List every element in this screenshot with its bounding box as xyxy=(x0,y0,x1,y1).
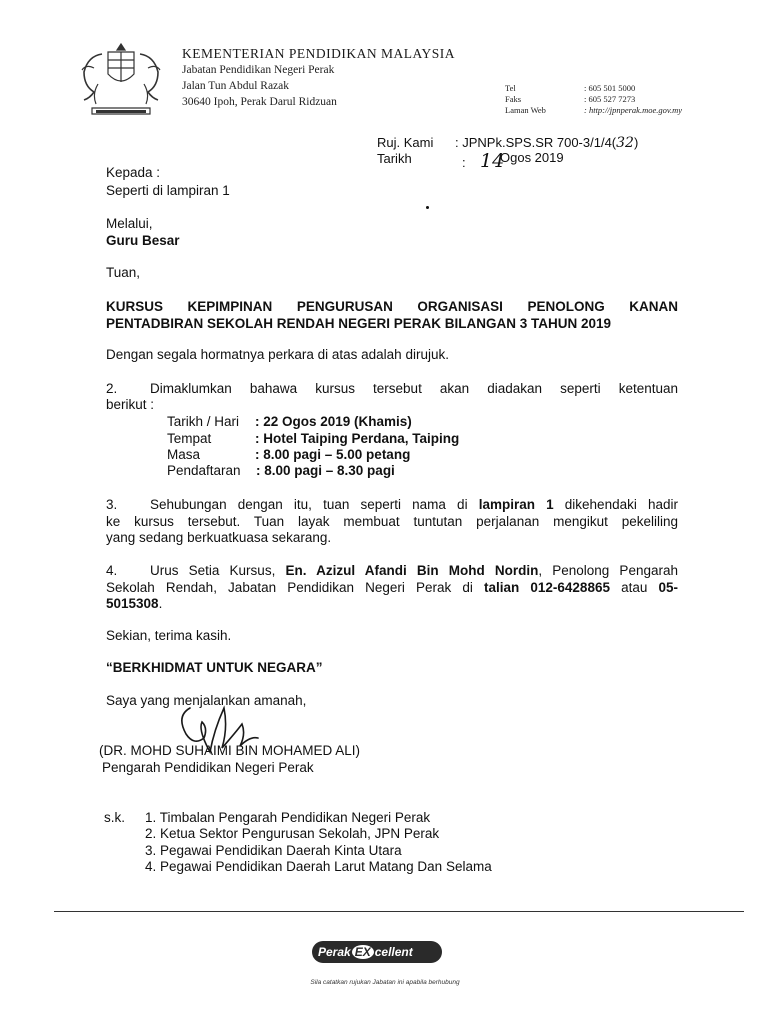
date-colon: : xyxy=(462,155,466,170)
paragraph-4-text-end: , Penolong Pengarah xyxy=(538,563,678,578)
logo-text-ex: EX xyxy=(352,945,374,959)
paragraph-3-line-3: yang sedang berkuatkuasa sekarang. xyxy=(106,530,332,545)
perak-excellent-logo xyxy=(312,941,442,963)
closing-remark: Sekian, terima kasih. xyxy=(106,628,232,643)
paragraph-2-line-1: Dimaklumkan bahawa kursus tersebut akan diadakan seperti ketentuan xyxy=(150,381,678,396)
paragraph-4-line-2 xyxy=(106,579,678,596)
detail-date-value: : 22 Ogos 2019 (Khamis) xyxy=(255,414,412,429)
paragraph-1: Dengan segala hormatnya perkara di atas adalah dirujuk. xyxy=(106,347,449,362)
website-label: Laman Web xyxy=(505,105,546,115)
paragraph-4-number: 4. xyxy=(106,563,118,578)
reference-label: Ruj. Kami xyxy=(377,135,434,150)
footer-note: Sila catatkan rujukan Jabatan ini apabila berhubung xyxy=(310,979,460,986)
website-value: : http://jpnperak.moe.gov.my xyxy=(584,105,683,115)
address-line-1: Jabatan Pendidikan Negeri Perak xyxy=(182,64,335,76)
detail-date-label: Tarikh / Hari xyxy=(167,414,240,429)
recipient-label: Kepada : xyxy=(106,165,161,180)
secretariat-name: En. Azizul Afandi Bin Mohd Nordin xyxy=(285,563,539,578)
reference-number xyxy=(455,135,638,151)
coat-of-arms-logo xyxy=(72,40,170,122)
via-name: Guru Besar xyxy=(106,233,180,248)
ministry-name: KEMENTERIAN PENDIDIKAN MALAYSIA xyxy=(182,46,455,61)
paragraph-3-line-2: ke kursus tersebut. Tuan layak membuat tuntutan perjalanan mengikut pekeliling xyxy=(106,514,678,529)
footer-divider xyxy=(54,911,744,912)
paragraph-4-line-2-text: Sekolah Rendah, Jabatan Pendidikan Negeri Perak di xyxy=(106,580,485,595)
phone-number: talian 012-6428865 xyxy=(484,580,610,595)
paragraph-4-line-3 xyxy=(106,595,162,612)
detail-time-value: : 8.00 pagi – 5.00 petang xyxy=(255,447,411,462)
address-line-2: Jalan Tun Abdul Razak xyxy=(182,80,290,92)
reference-number-text: : JPNPk.SPS.SR 700-3/1/4( xyxy=(455,135,617,150)
paragraph-4-line-1 xyxy=(150,562,678,579)
via-label: Melalui, xyxy=(106,216,153,231)
logo-text-perak: Perak xyxy=(318,945,351,959)
logo-text-cellent: cellent xyxy=(374,945,413,959)
reference-handwritten: 32 xyxy=(616,135,634,151)
paragraph-3-number: 3. xyxy=(106,497,118,512)
tel-value: : 605 501 5000 xyxy=(584,83,636,93)
address-line-3: 30640 Ipoh, Perak Darul Ridzuan xyxy=(182,96,337,108)
detail-time-label: Masa xyxy=(167,447,201,462)
cc-item-1: 1. Timbalan Pengarah Pendidikan Negeri Perak xyxy=(145,810,431,825)
signatory-title: Pengarah Pendidikan Negeri Perak xyxy=(102,760,314,775)
salutation: Tuan, xyxy=(106,265,141,280)
office-number-part-1: 05- xyxy=(658,580,678,595)
detail-venue-label: Tempat xyxy=(167,431,212,446)
paragraph-4-text: Urus Setia Kursus, xyxy=(150,563,286,578)
date-label: Tarikh xyxy=(377,151,412,166)
subject-line-1: KURSUS KEPIMPINAN PENGURUSAN ORGANISASI PENOLONG KANAN xyxy=(106,299,678,314)
fax-label: Faks xyxy=(505,94,522,104)
fax-value: : 605 527 7273 xyxy=(584,94,636,104)
date-value: Ogos 2019 xyxy=(500,150,564,165)
paragraph-3-text: Sehubungan dengan itu, tuan seperti nama di xyxy=(150,497,479,512)
cc-label: s.k. xyxy=(104,810,126,825)
paragraph-3-text-end: dikehendaki hadir xyxy=(553,497,679,512)
subject-line-2: PENTADBIRAN SEKOLAH RENDAH NEGERI PERAK BILANGAN 3 TAHUN 2019 xyxy=(106,316,612,331)
cc-item-2: 2. Ketua Sektor Pengurusan Sekolah, JPN Perak xyxy=(145,826,440,841)
detail-registration-label: Pendaftaran xyxy=(167,463,241,478)
cc-item-4: 4. Pegawai Pendidikan Daerah Larut Matang Dan Selama xyxy=(145,859,492,874)
office-number-part-2: 5015308 xyxy=(106,596,159,611)
signatory-name: (DR. MOHD SUHAIMI BIN MOHAMED ALI) xyxy=(99,743,361,758)
paragraph-2-line-2: berikut : xyxy=(106,397,155,412)
trust-statement: Saya yang menjalankan amanah, xyxy=(106,693,307,708)
tel-label: Tel xyxy=(505,83,516,93)
speck-dot xyxy=(426,206,429,209)
motto: “BERKHIDMAT UNTUK NEGARA” xyxy=(106,660,323,675)
recipient-name: Seperti di lampiran 1 xyxy=(106,183,230,198)
paragraph-4-period: . xyxy=(158,596,163,611)
paragraph-2-number: 2. xyxy=(106,381,118,396)
appendix-reference: lampiran 1 xyxy=(478,497,554,512)
reference-close: ) xyxy=(633,135,639,150)
paragraph-3-line-1 xyxy=(150,496,678,513)
detail-registration-value: : 8.00 pagi – 8.30 pagi xyxy=(256,463,395,478)
paragraph-4-or: atau xyxy=(609,580,659,595)
detail-venue-value: : Hotel Taiping Perdana, Taiping xyxy=(255,431,460,446)
date-handwritten-day: 14 xyxy=(480,150,505,172)
cc-item-3: 3. Pegawai Pendidikan Daerah Kinta Utara xyxy=(145,843,402,858)
